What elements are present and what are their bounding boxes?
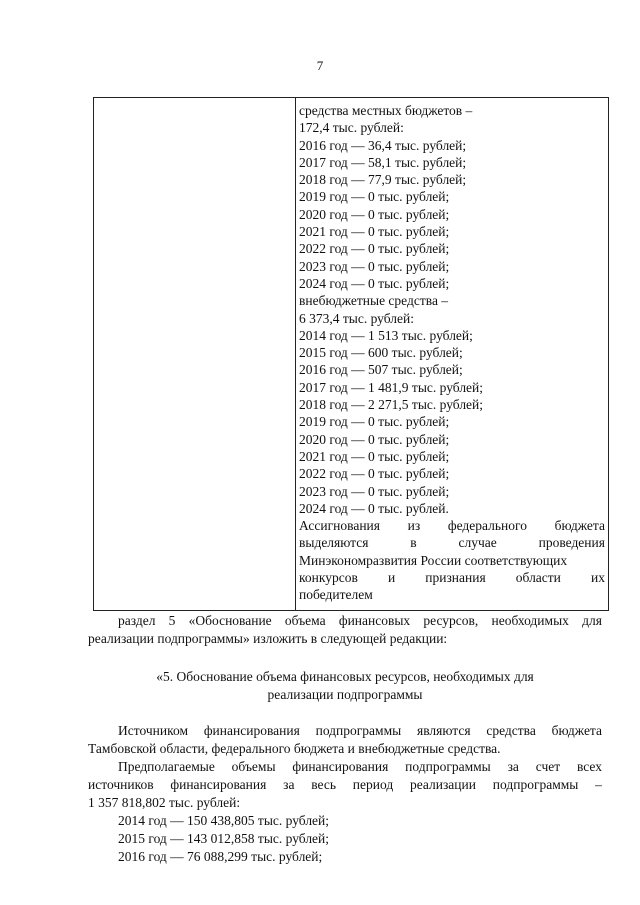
intro-line-2: реализации подпрограммы» изложить в следующей редакции: xyxy=(88,631,448,646)
word: для xyxy=(582,613,602,628)
table-line: 2018 год — 77,9 тыс. рублей; xyxy=(299,172,467,188)
section-heading-line-2: реализации подпрограммы xyxy=(267,687,423,702)
table-line: 2020 год — 0 тыс. рублей; xyxy=(299,431,450,447)
table-note-line xyxy=(299,569,605,586)
word: финансовых xyxy=(338,613,411,628)
table-note-line xyxy=(299,534,605,551)
table-line: 2019 год — 0 тыс. рублей; xyxy=(299,414,450,430)
paragraph-1-line-1 xyxy=(118,722,602,739)
word: подпрограммы xyxy=(405,759,491,774)
paragraph-1 xyxy=(118,722,602,739)
paragraph-2-line-1 xyxy=(118,758,602,775)
table-line: 2019 год — 0 тыс. рублей; xyxy=(299,189,450,205)
table-line: 2020 год — 0 тыс. рублей; xyxy=(299,206,450,222)
table-right-cell xyxy=(299,102,605,604)
word: области xyxy=(515,570,561,586)
funding-table xyxy=(93,97,609,611)
word: ресурсов, xyxy=(423,613,479,628)
table-line: 2015 год — 600 тыс. рублей; xyxy=(299,345,463,361)
word: в xyxy=(410,535,417,551)
word: «Обоснование xyxy=(188,613,272,628)
table-line: 6 373,4 тыс. рублей: xyxy=(299,310,414,326)
word: выделяются xyxy=(299,535,369,551)
paragraph-2 xyxy=(118,758,602,775)
word: проведения xyxy=(538,535,605,551)
word: бюджета xyxy=(551,723,602,738)
table-line: 2018 год — 2 271,5 тыс. рублей; xyxy=(299,397,484,413)
word: случае xyxy=(458,535,497,551)
word: подпрограммы xyxy=(492,777,579,792)
table-note-line: победителем xyxy=(299,587,373,603)
table-line: 2023 год — 0 тыс. рублей; xyxy=(299,483,450,499)
table-line: 2022 год — 0 тыс. рублей; xyxy=(299,241,450,257)
word: бюджета xyxy=(554,518,605,534)
word: финансирования xyxy=(203,723,300,738)
word: Ассигнования xyxy=(299,518,380,534)
word: необходимых xyxy=(491,613,569,628)
word: финансирования xyxy=(170,777,267,792)
table-line: 2021 год — 0 тыс. рублей; xyxy=(299,224,450,240)
table-line: 2017 год — 1 481,9 тыс. рублей; xyxy=(299,379,484,395)
word: – xyxy=(595,777,602,792)
paragraph-1-line-2: Тамбовской области, федерального бюджета и внебюджетные средства. xyxy=(88,741,501,756)
word: объема xyxy=(284,613,326,628)
word: подпрограммы xyxy=(315,723,402,738)
year-line: 2016 год — 76 088,299 тыс. рублей; xyxy=(118,849,323,864)
year-line: 2014 год — 150 438,805 тыс. рублей; xyxy=(118,813,330,828)
word: период xyxy=(352,777,394,792)
intro-paragraph xyxy=(118,612,602,629)
table-line: внебюджетные средства – xyxy=(299,293,449,309)
word: из xyxy=(407,518,421,534)
table-line: 2024 год — 0 тыс. рублей. xyxy=(299,500,449,516)
word: реализации xyxy=(410,777,476,792)
intro-line-1 xyxy=(118,612,602,629)
word: федерального xyxy=(447,518,527,534)
section-heading-line-1: «5. Обоснование объема финансовых ресурсов, необходимых для xyxy=(156,669,534,684)
word: их xyxy=(591,570,605,586)
word: весь xyxy=(311,777,337,792)
paragraph-2-line-2 xyxy=(88,776,602,793)
word: объемы xyxy=(231,759,276,774)
word: всех xyxy=(576,759,602,774)
word: конкурсов xyxy=(299,570,358,586)
year-line: 2015 год — 143 012,858 тыс. рублей; xyxy=(118,831,330,846)
table-note-line: Минэкономразвития России соответствующих xyxy=(299,552,568,568)
word: 5 xyxy=(168,613,176,628)
table-line: 2024 год — 0 тыс. рублей; xyxy=(299,275,450,291)
page-number: 7 xyxy=(316,58,324,73)
table-line: 2022 год — 0 тыс. рублей; xyxy=(299,466,450,482)
table-line: 172,4 тыс. рублей: xyxy=(299,120,404,136)
table-line: 2017 год — 58,1 тыс. рублей; xyxy=(299,154,467,170)
word: счет xyxy=(535,759,561,774)
table-line: 2021 год — 0 тыс. рублей; xyxy=(299,448,450,464)
table-line: 2023 год — 0 тыс. рублей; xyxy=(299,258,450,274)
table-line: 2016 год — 36,4 тыс. рублей; xyxy=(299,137,467,153)
word: за xyxy=(507,759,519,774)
table-line: 2014 год — 1 513 тыс. рублей; xyxy=(299,327,473,343)
word: финансирования xyxy=(292,759,389,774)
word: источников xyxy=(88,777,154,792)
word: раздел xyxy=(118,613,156,628)
word: за xyxy=(283,777,295,792)
table-line: средства местных бюджетов – xyxy=(299,103,473,118)
word: являются xyxy=(417,723,471,738)
word: признания xyxy=(425,570,486,586)
word: Источником xyxy=(118,723,189,738)
word: Предполагаемые xyxy=(118,759,215,774)
paragraph-2-line-3: 1 357 818,802 тыс. рублей: xyxy=(88,795,241,810)
table-line: 2016 год — 507 тыс. рублей; xyxy=(299,362,463,378)
table-column-divider xyxy=(295,98,296,610)
word: средства xyxy=(486,723,536,738)
table-note-line xyxy=(299,517,605,534)
word: и xyxy=(387,570,396,586)
paragraph-2-line-2-wrap xyxy=(88,776,602,793)
